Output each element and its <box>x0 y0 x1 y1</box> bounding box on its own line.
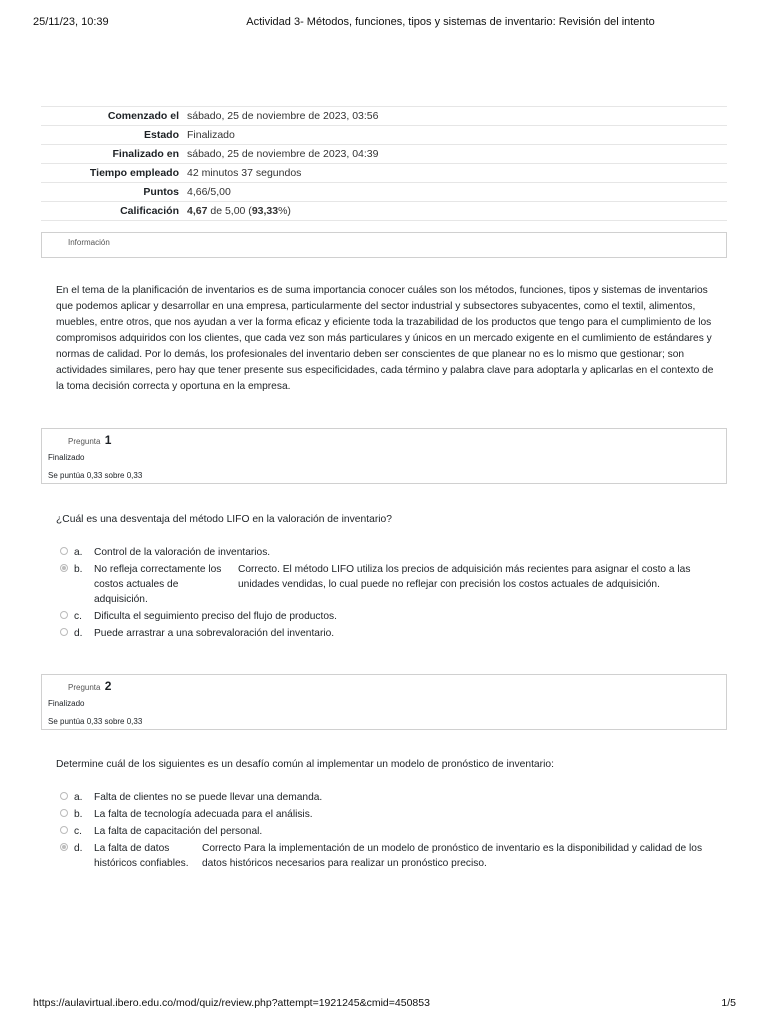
radio-button-selected[interactable] <box>60 564 68 572</box>
radio-button[interactable] <box>60 792 68 800</box>
answer-letter: c. <box>74 826 82 837</box>
answer-feedback: Correcto Para la implementación de un modelo de pronóstico de inventario es la disponibilidad y calidad de los datos históricos necesarios para realizar un pronóstico preciso. <box>202 843 703 869</box>
answer-letter: b. <box>74 564 83 575</box>
radio-button[interactable] <box>60 611 68 619</box>
answer-text: La falta de capacitación del personal. <box>94 826 263 837</box>
question-number <box>68 433 111 447</box>
question-text-2: Determine cuál de los siguientes es un desafío común al implementar un modelo de pronóstico de inventario: <box>56 759 554 770</box>
grade-score: 4,67 <box>187 205 208 217</box>
answer-text: Control de la valoración de inventarios. <box>94 547 271 558</box>
print-datetime: 25/11/23, 10:39 <box>33 16 109 28</box>
answer-letter: b. <box>74 809 83 820</box>
answer-list-2 <box>60 790 720 873</box>
information-label: Información <box>68 238 110 247</box>
summary-label: Estado <box>41 126 183 145</box>
question-label: Pregunta <box>68 437 101 446</box>
page-number: 1/5 <box>721 997 736 1009</box>
answer-option[interactable] <box>60 626 720 641</box>
summary-row <box>41 164 727 183</box>
question-number <box>68 679 111 693</box>
summary-value: Finalizado <box>183 126 727 145</box>
question-number-value: 1 <box>104 433 112 447</box>
question-number-value: 2 <box>104 679 112 693</box>
radio-button[interactable] <box>60 809 68 817</box>
summary-row <box>41 183 727 202</box>
answer-letter: d. <box>74 843 83 854</box>
grade-percent: 93,33 <box>251 205 279 217</box>
attempt-summary-table <box>41 106 727 221</box>
intro-text: En el tema de la planificación de inventarios es de suma importancia conocer cuáles son los métodos, funciones, tipos y sistemas de inventarios que podemos aplicar y desarrollar en una empresa, particularmente del sector industrial y subsectores subyacentes, como el textil, alimentos, muebles, entre otros, que nos ayudan a ver la forma eficaz y eficiente toda la trazabilidad de los productos que tengo para el cumplimiento de los compromisos adquiridos con los clientes, que cada vez son más particulares y únicos en un mercado exigente en el cumlimiento de estándares y normas de calidad. Por lo demás, los profesionales del inventario deben ser conscientes de que planear no es lo mismo que gestionar; son actividades similares, pero hay que tener presente sus especificidades, cada término y palabra clave para adoptarla y aplicarlas en el contexto de la toma decisión correcta y oportuna en la empresa. <box>56 285 714 392</box>
question-text-1: ¿Cuál es una desventaja del método LIFO en la valoración de inventario? <box>56 514 392 525</box>
summary-value: sábado, 25 de noviembre de 2023, 03:56 <box>183 107 727 126</box>
answer-option[interactable] <box>60 562 720 607</box>
summary-label: Puntos <box>41 183 183 202</box>
summary-value <box>183 202 727 221</box>
summary-row <box>41 145 727 164</box>
answer-option[interactable] <box>60 609 720 624</box>
answer-option[interactable] <box>60 545 720 560</box>
summary-value: 4,66/5,00 <box>183 183 727 202</box>
print-title: Actividad 3- Métodos, funciones, tipos y sistemas de inventario: Revisión del intento <box>246 16 655 28</box>
answer-list-1 <box>60 545 720 643</box>
radio-button-selected[interactable] <box>60 843 68 851</box>
question-label: Pregunta <box>68 683 101 692</box>
information-box <box>41 232 727 258</box>
answer-option[interactable] <box>60 790 720 805</box>
answer-option[interactable] <box>60 824 720 839</box>
question-grade: Se puntúa 0,33 sobre 0,33 <box>48 717 143 726</box>
summary-value: 42 minutos 37 segundos <box>183 164 727 183</box>
summary-label: Comenzado el <box>41 107 183 126</box>
summary-row <box>41 126 727 145</box>
answer-feedback: Correcto. El método LIFO utiliza los precios de adquisición más recientes para asignar el costo a las unidades vendidas, lo cual puede no reflejar con precisión los costos actuales de adquisición. <box>238 564 691 590</box>
page-url: https://aulavirtual.ibero.edu.co/mod/quiz/review.php?attempt=1921245&cmid=450853 <box>33 997 430 1009</box>
print-footer <box>33 997 736 1009</box>
answer-text: La falta de tecnología adecuada para el análisis. <box>94 809 313 820</box>
summary-label: Tiempo empleado <box>41 164 183 183</box>
question-state: Finalizado <box>48 453 85 462</box>
summary-value: sábado, 25 de noviembre de 2023, 04:39 <box>183 145 727 164</box>
question-info-1 <box>41 428 727 484</box>
answer-letter: d. <box>74 628 83 639</box>
answer-letter: a. <box>74 792 83 803</box>
answer-option[interactable] <box>60 841 720 871</box>
answer-letter: c. <box>74 611 82 622</box>
summary-row <box>41 107 727 126</box>
answer-text: Puede arrastrar a una sobrevaloración del inventario. <box>94 628 335 639</box>
grade-total: de 5,00 ( <box>207 205 252 217</box>
answer-text: No refleja correctamente los costos actuales de adquisición. <box>94 564 222 605</box>
print-header <box>33 16 736 28</box>
radio-button[interactable] <box>60 826 68 834</box>
answer-text: Falta de clientes no se puede llevar una demanda. <box>94 792 323 803</box>
summary-row <box>41 202 727 221</box>
question-grade: Se puntúa 0,33 sobre 0,33 <box>48 471 143 480</box>
summary-label: Calificación <box>41 202 183 221</box>
summary-label: Finalizado en <box>41 145 183 164</box>
question-info-2 <box>41 674 727 730</box>
radio-button[interactable] <box>60 628 68 636</box>
answer-text: Dificulta el seguimiento preciso del flujo de productos. <box>94 611 337 622</box>
grade-suffix: %) <box>278 205 291 217</box>
radio-button[interactable] <box>60 547 68 555</box>
answer-text: La falta de datos históricos confiables. <box>94 843 189 869</box>
question-state: Finalizado <box>48 699 85 708</box>
answer-option[interactable] <box>60 807 720 822</box>
answer-letter: a. <box>74 547 83 558</box>
